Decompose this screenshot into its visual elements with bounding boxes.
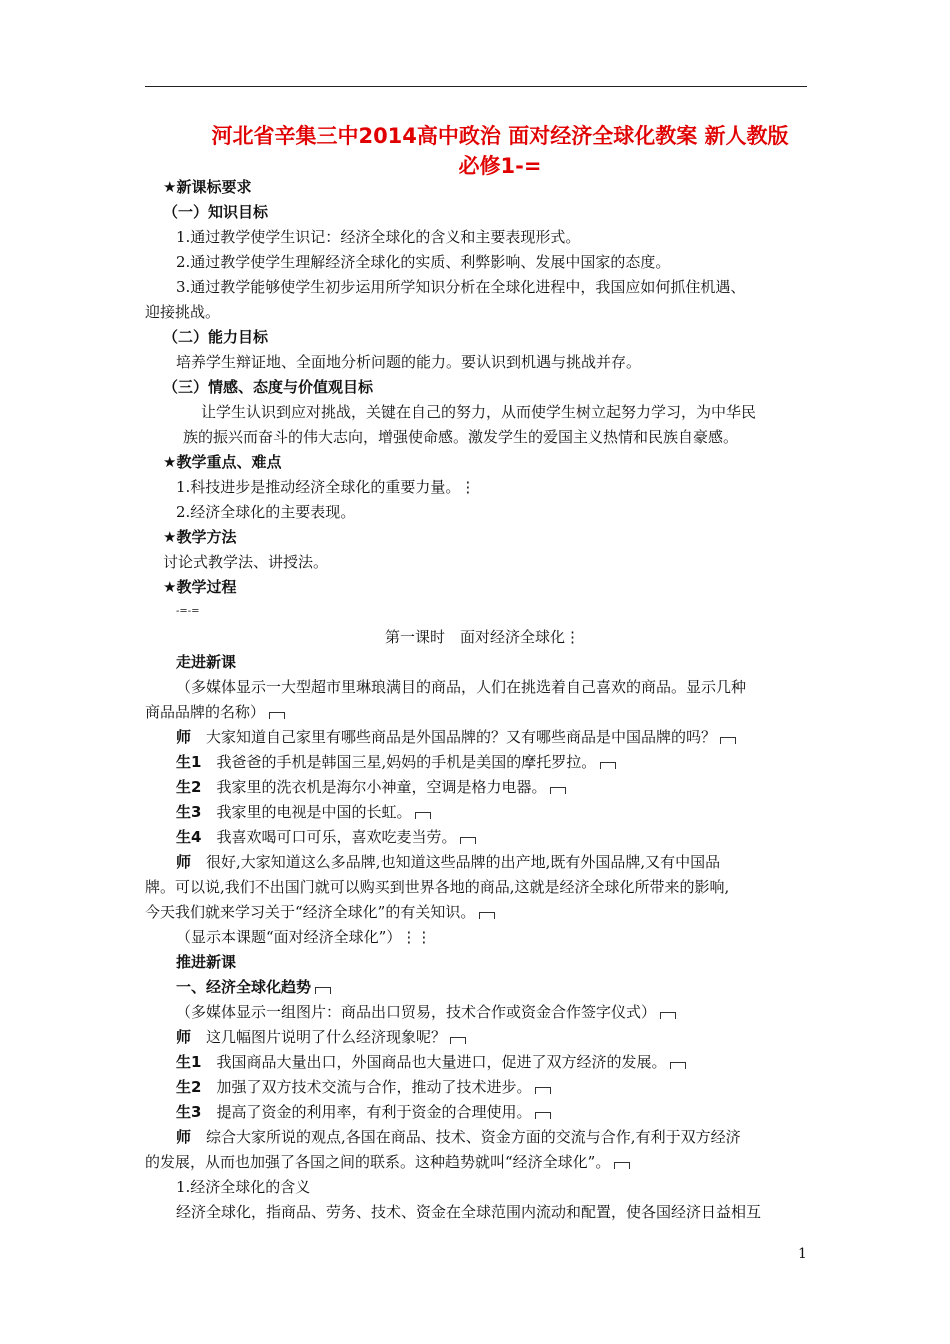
paragraph-line: 族的振兴而奋斗的伟大志向，增强使命感。激发学生的爱国主义热情和民族自豪感。 bbox=[183, 428, 739, 446]
paragraph-mark-icon bbox=[460, 837, 476, 844]
dialogue-line: 师 这几幅图片说明了什么经济现象呢？ bbox=[176, 1026, 466, 1048]
marker-text: -=-= bbox=[176, 606, 200, 617]
document-title-line2: 必修1-= bbox=[458, 154, 542, 178]
speaker-label: 生4 bbox=[176, 828, 202, 846]
paragraph-mark-icon bbox=[600, 762, 616, 769]
paragraph-line: （多媒体显示一大型超市里琳琅满目的商品，人们在挑选着自己喜欢的商品。显示几种 bbox=[176, 678, 747, 696]
paragraph-line: 的发展，从而也加强了各国之间的联系。这种趋势就叫“经济全球化”。 bbox=[145, 1151, 630, 1173]
paragraph-mark-icon bbox=[670, 1062, 686, 1069]
section-heading: 推进新课 bbox=[176, 953, 237, 971]
speaker-label: 师 bbox=[176, 1128, 192, 1146]
section-heading: ★教学过程 bbox=[163, 578, 237, 596]
dialogue-line: 生3 我家里的电视是中国的长虹。 bbox=[176, 801, 431, 823]
dialogue-line: 生4 我喜欢喝可口可乐，喜欢吃麦当劳。 bbox=[176, 826, 476, 848]
paragraph-line: 今天我们就来学习关于“经济全球化”的有关知识。 bbox=[145, 901, 495, 923]
paragraph-mark-icon bbox=[269, 712, 285, 719]
speaker-label: 生2 bbox=[176, 1078, 202, 1096]
paragraph-mark-icon bbox=[614, 1162, 630, 1169]
speaker-label: 生1 bbox=[176, 753, 202, 771]
paragraph-mark-icon bbox=[535, 1112, 551, 1119]
dialogue-line: 生1 我爸爸的手机是韩国三星,妈妈的手机是美国的摩托罗拉。 bbox=[176, 751, 616, 773]
paragraph-mark-icon bbox=[550, 787, 566, 794]
dialogue-line: 生2 我家里的洗衣机是海尔小神童，空调是格力电器。 bbox=[176, 776, 566, 798]
paragraph-line: 讨论式教学法、讲授法。 bbox=[163, 553, 329, 571]
dialogue-line: 师 大家知道自己家里有哪些商品是外国品牌的？又有哪些商品是中国品牌的吗？ bbox=[176, 726, 736, 748]
paragraph-line: 1.科技进步是推动经济全球化的重要力量。⋮ bbox=[176, 478, 476, 496]
section-heading: ★教学重点、难点 bbox=[163, 453, 282, 471]
section-heading: ★教学方法 bbox=[163, 528, 237, 546]
speaker-label: 师 bbox=[176, 1028, 192, 1046]
document-title: 河北省辛集三中2014高中政治 面对经济全球化教案 新人教版 bbox=[211, 124, 789, 148]
paragraph-line: 1.通过教学使学生识记：经济全球化的含义和主要表现形式。 bbox=[176, 228, 581, 246]
header-rule bbox=[145, 86, 807, 87]
page-number: 1 bbox=[798, 1246, 807, 1262]
paragraph-line: 2.经济全球化的主要表现。 bbox=[176, 503, 356, 521]
paragraph-mark-icon bbox=[720, 737, 736, 744]
dialogue-line: 生1 我国商品大量出口，外国商品也大量进口，促进了双方经济的发展。 bbox=[176, 1051, 686, 1073]
sub-heading: 1.经济全球化的含义 bbox=[176, 1178, 311, 1196]
paragraph-mark-icon bbox=[535, 1087, 551, 1094]
sub-heading: （三）情感、态度与价值观目标 bbox=[163, 378, 374, 396]
paragraph-mark-icon bbox=[415, 812, 431, 819]
paragraph-line: 商品品牌的名称） bbox=[145, 701, 285, 723]
speaker-label: 生3 bbox=[176, 1103, 202, 1121]
sub-heading: （二）能力目标 bbox=[163, 328, 269, 346]
lesson-title: 第一课时 面对经济全球化⋮ bbox=[385, 628, 581, 646]
paragraph-line: 2.通过教学使学生理解经济全球化的实质、利弊影响、发展中国家的态度。 bbox=[176, 253, 671, 271]
paragraph-line: 培养学生辩证地、全面地分析问题的能力。要认识到机遇与挑战并存。 bbox=[176, 353, 642, 371]
paragraph-line: 让学生认识到应对挑战，关键在自己的努力，从而使学生树立起努力学习，为中华民 bbox=[201, 403, 757, 421]
paragraph-mark-icon bbox=[479, 912, 495, 919]
paragraph-line: 3.通过教学能够使学生初步运用所学知识分析在全球化进程中，我国应如何抓住机遇、 bbox=[176, 278, 746, 296]
paragraph-line: 迎接挑战。 bbox=[145, 303, 221, 321]
dialogue-line: 生2 加强了双方技术交流与合作，推动了技术进步。 bbox=[176, 1076, 551, 1098]
speaker-label: 生3 bbox=[176, 803, 202, 821]
paragraph-line: 经济全球化，指商品、劳务、技术、资金在全球范围内流动和配置，使各国经济日益相互 bbox=[176, 1203, 762, 1221]
speaker-label: 师 bbox=[176, 853, 192, 871]
paragraph-line: 牌。可以说,我们不出国门就可以购买到世界各地的商品,这就是经济全球化所带来的影响, bbox=[145, 878, 730, 896]
paragraph-line: （显示本课题“面对经济全球化”）⋮⋮ bbox=[176, 928, 432, 946]
dialogue-line: 师 综合大家所说的观点,各国在商品、技术、资金方面的交流与合作,有利于双方经济 bbox=[176, 1128, 741, 1146]
speaker-label: 师 bbox=[176, 728, 192, 746]
section-heading: ★新课标要求 bbox=[163, 178, 252, 196]
sub-heading: （一）知识目标 bbox=[163, 203, 269, 221]
section-heading: 走进新课 bbox=[176, 653, 237, 671]
paragraph-mark-icon bbox=[315, 987, 331, 994]
paragraph-mark-icon bbox=[450, 1037, 466, 1044]
speaker-label: 生2 bbox=[176, 778, 202, 796]
paragraph-line: （多媒体显示一组图片：商品出口贸易，技术合作或资金合作签字仪式） bbox=[176, 1001, 676, 1023]
dialogue-line: 生3 提高了资金的利用率，有利于资金的合理使用。 bbox=[176, 1101, 551, 1123]
paragraph-mark-icon bbox=[660, 1012, 676, 1019]
sub-heading: 一、经济全球化趋势 bbox=[176, 976, 331, 998]
dialogue-line: 师 很好,大家知道这么多品牌,也知道这些品牌的出产地,既有外国品牌,又有中国品 bbox=[176, 853, 721, 871]
speaker-label: 生1 bbox=[176, 1053, 202, 1071]
